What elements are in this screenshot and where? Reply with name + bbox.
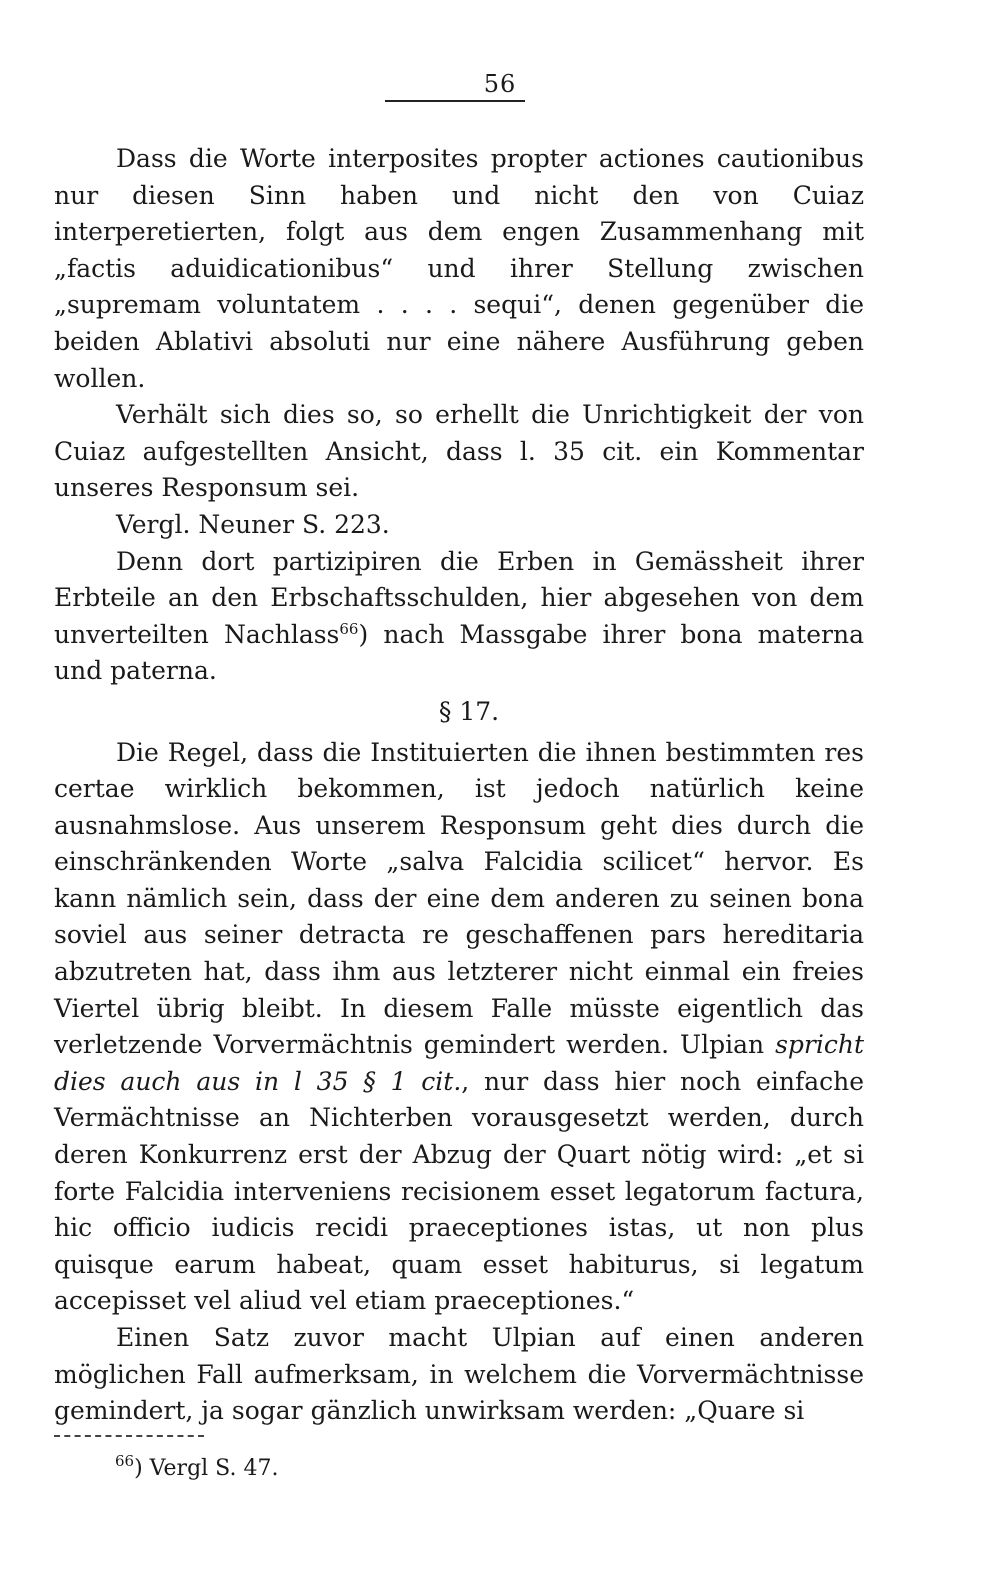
header-rule bbox=[385, 100, 525, 102]
footnote-text: ) Vergl S. 47. bbox=[134, 1456, 279, 1481]
paragraph-3: Vergl. Neuner S. 223. bbox=[116, 509, 390, 539]
page-number: 56 bbox=[483, 70, 517, 98]
paragraph-5-text-end: , nur dass hier noch einfache Vermächtnisse an Nichterben vorausgesetzt werden, durch deren Konkurrenz erst der Abzug der Quart nötig wird: „et si forte Falcidia interveniens recisionem esset legatorum factura, hic officio iudicis recidi praeceptiones istas, ut non plus quisque earum habeat, quam esset habiturus, si legatum accepisset vel aliud vel etiam praeceptiones.“ bbox=[54, 1066, 864, 1316]
paragraph-5-text-start: Die Regel, dass die Instituierten die ihnen bestimmten res certae wirklich bekommen, ist jedoch natürlich keine ausnahmslose. Aus unserem Responsum geht dies durch die einschränkenden Worte „salva Falcidia scilicet“ hervor. Es kann nämlich sein, dass der eine dem anderen zu seinen bona soviel aus seiner detracta re geschaffenen pars hereditaria abzutreten hat, dass ihm aus letzterer nicht einmal ein freies Viertel übrig bleibt. In diesem Falle müsste eigentlich das verletzende Vorvermächtnis gemindert werden. Ulpian bbox=[54, 737, 864, 1060]
footnote-mark: 66 bbox=[115, 1452, 135, 1470]
paragraph-6: Einen Satz zuvor macht Ulpian auf einen anderen möglichen Fall aufmerksam, in welchem die Vorvermächtnisse gemindert, ja sogar gänzlich unwirksam werden: „Quare si bbox=[54, 1323, 864, 1426]
footnote-reference-66[interactable]: 66 bbox=[339, 619, 359, 638]
paragraph-2: Verhält sich dies so, so erhellt die Unrichtigkeit der von Cuiaz aufgestellten Ansicht, dass l. 35 cit. ein Kommentar unseres Responsum sei. bbox=[54, 400, 864, 503]
section-heading: § 17. bbox=[438, 696, 500, 726]
paragraph-5-italic-citation: spricht dies auch aus in l 35 § 1 cit. bbox=[54, 1030, 864, 1096]
paragraph-4-text-end: ) nach Massgabe ihrer bona materna und paterna. bbox=[54, 619, 864, 686]
paragraph-1: Dass die Worte interposites propter actiones cautionibus nur diesen Sinn haben und nicht den von Cuiaz interperetierten, folgt aus dem engen Zusammenhang mit „factis aduidicationibus“ und ihrer Stellung zwischen „supremam voluntatem . . . . sequi“, denen gegenüber die beiden Ablativi absoluti nur eine nähere Ausführung geben wollen. bbox=[54, 144, 864, 393]
footnote bbox=[115, 1452, 279, 1483]
footnote-rule bbox=[54, 1435, 204, 1437]
paragraph-4-text-start: Denn dort partizipiren die Erben in Gemässheit ihrer Erbteile an den Erbschaftsschulden, hier abgesehen von dem unverteilten Nachlass bbox=[54, 546, 864, 649]
main-text bbox=[54, 141, 864, 1430]
paragraph-4 bbox=[54, 544, 864, 690]
paragraph-5 bbox=[54, 735, 864, 1321]
